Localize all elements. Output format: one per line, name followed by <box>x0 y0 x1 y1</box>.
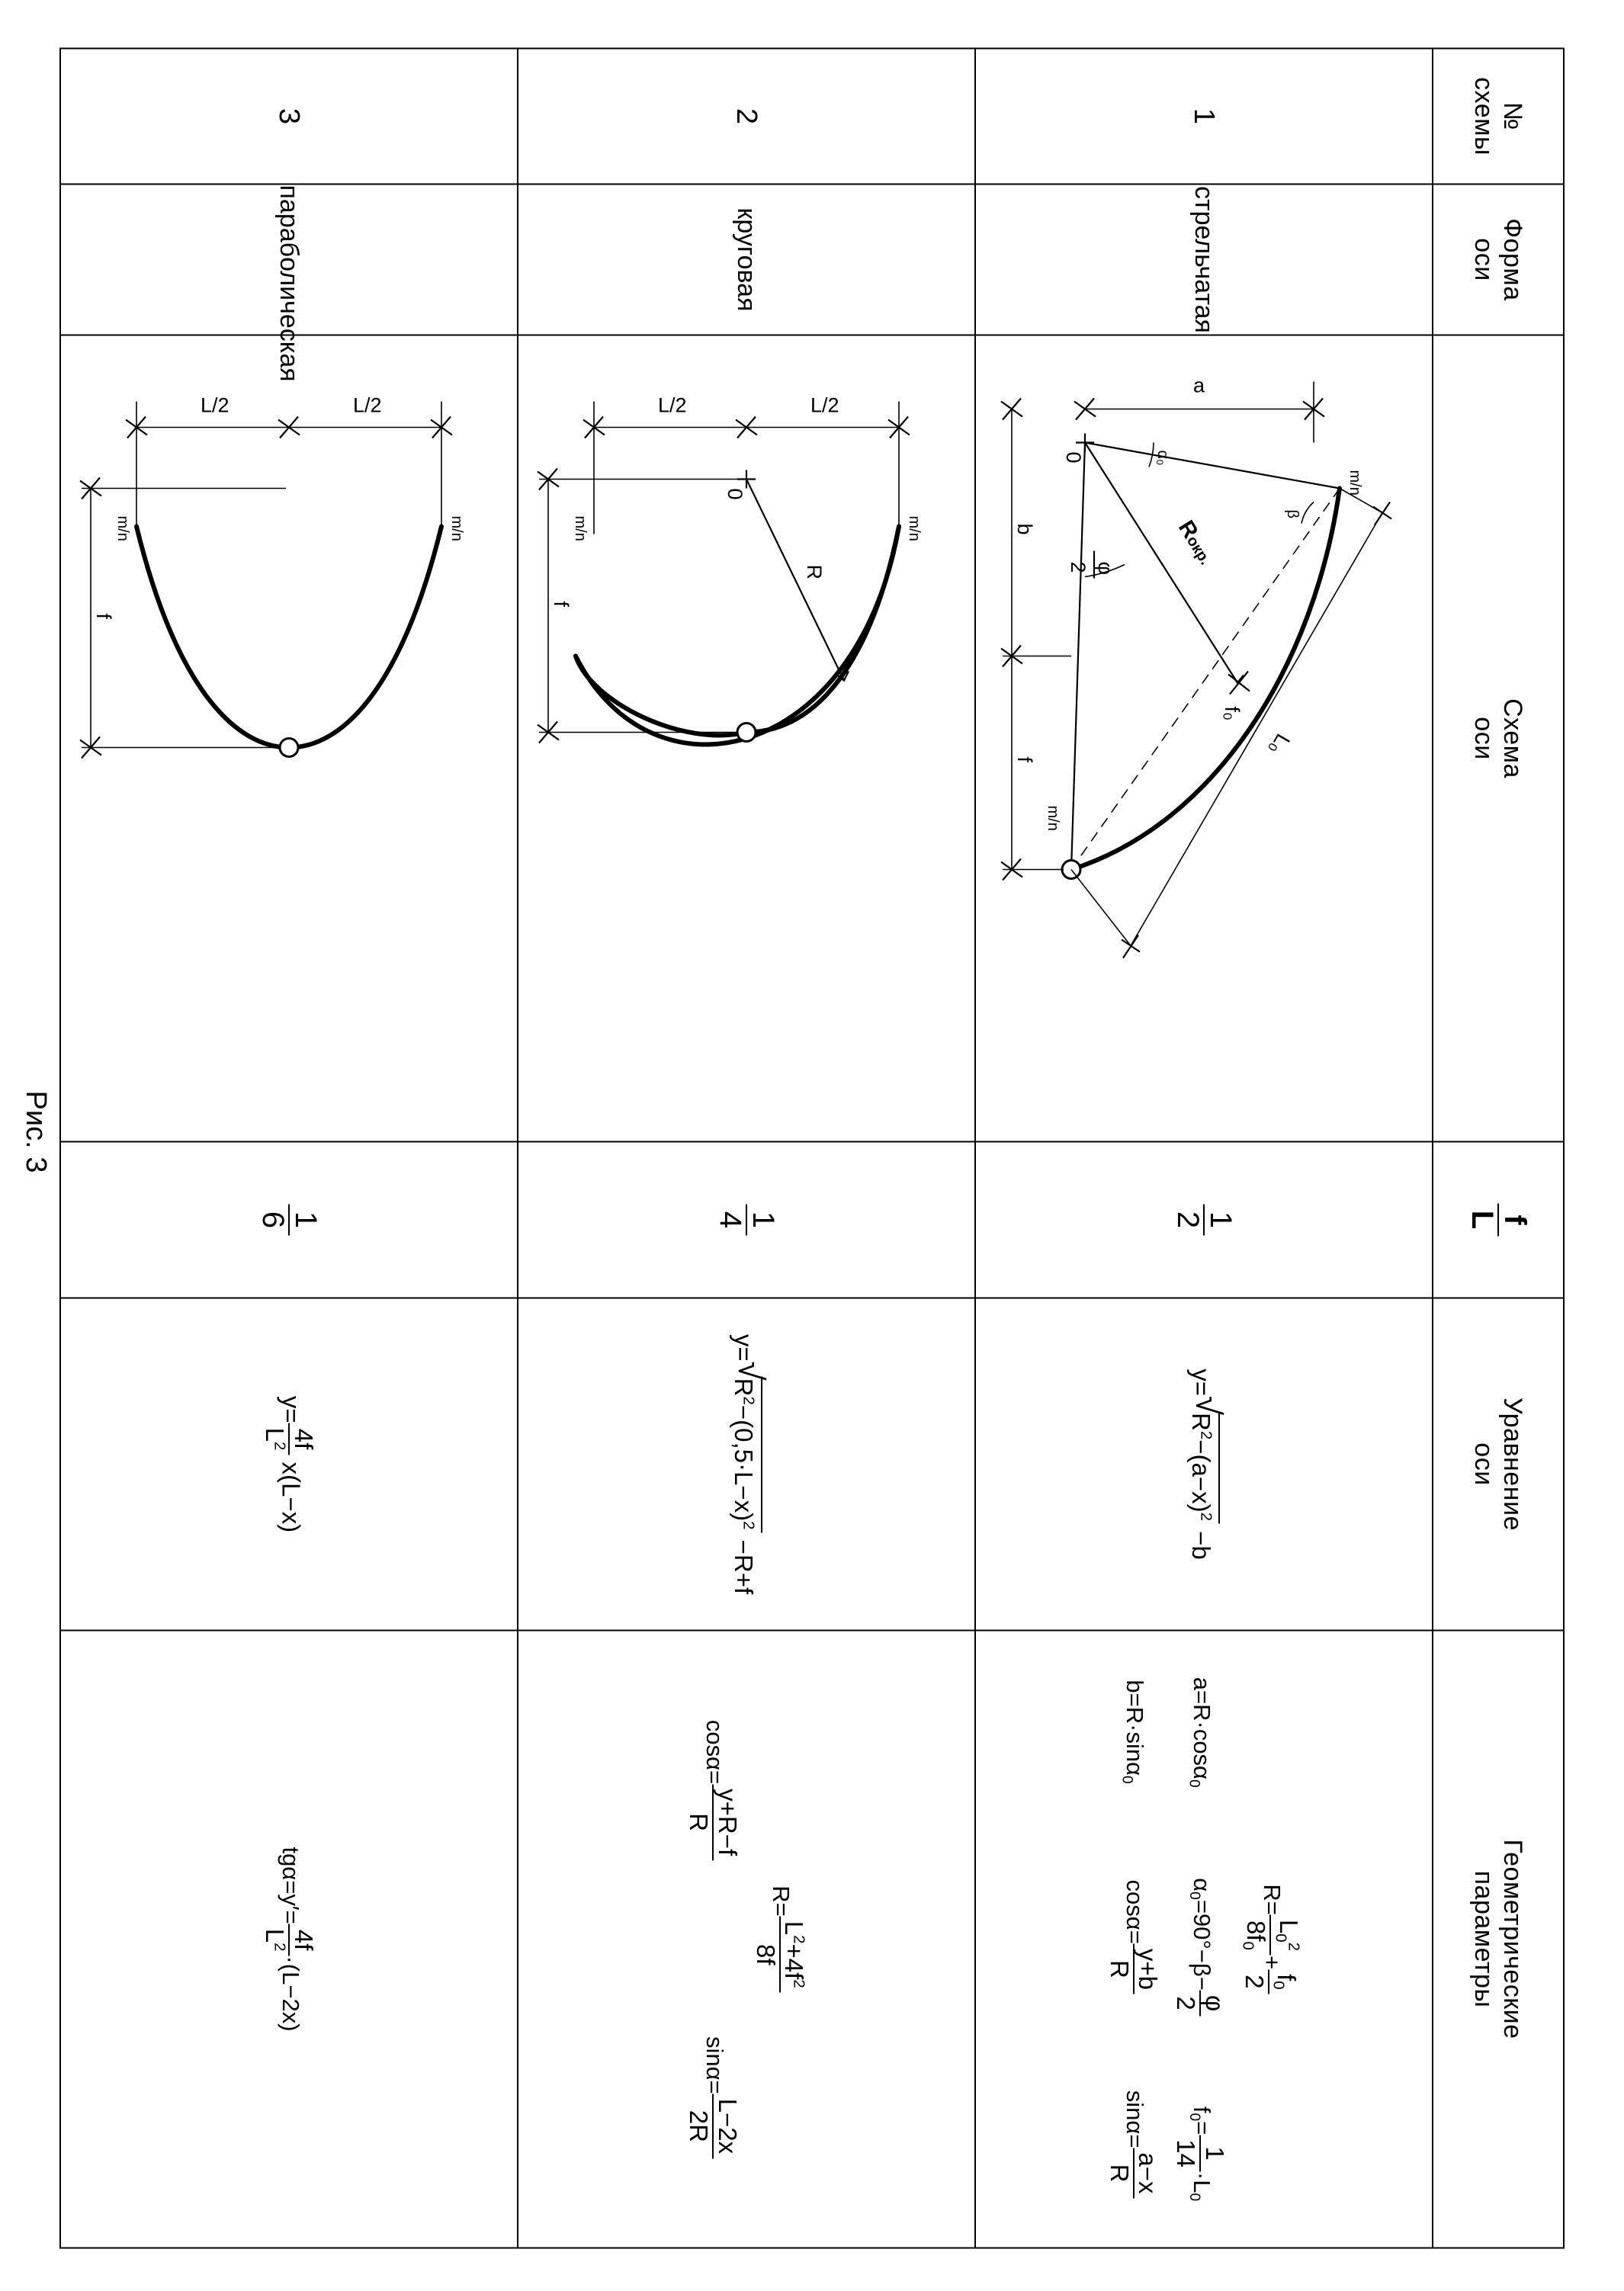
header-geometry-line1: Геометрические <box>1498 1839 1528 2039</box>
svg-text:L/2: L/2 <box>353 393 382 416</box>
row1-number: 1 <box>975 48 1433 184</box>
header-number-line2: схемы <box>1469 76 1498 156</box>
header-number <box>1433 48 1564 184</box>
table-header-row <box>1433 48 1564 2248</box>
svg-text:R: R <box>803 564 826 579</box>
row1-ratio-fraction <box>1172 1204 1236 1234</box>
scheme-diagram-parabolic <box>63 335 515 1136</box>
row1-ratio-num: 1 <box>1203 1211 1237 1228</box>
svg-text:f: f <box>550 601 573 607</box>
row3-ratio-num: 1 <box>288 1211 323 1228</box>
row1-geometry <box>975 1630 1433 2248</box>
row1-equation <box>975 1298 1433 1630</box>
row2-ratio-fraction <box>714 1204 778 1234</box>
svg-text:L/2: L/2 <box>810 393 839 416</box>
header-scheme-line2: оси <box>1469 716 1498 760</box>
row1-form: стрельчатая <box>975 184 1433 335</box>
header-geometry <box>1433 1630 1564 2248</box>
svg-text:L₀: L₀ <box>1264 730 1295 759</box>
row3-ratio-fraction <box>257 1204 321 1234</box>
row1-ratio-den: 2 <box>1172 1204 1205 1234</box>
header-ratio-fraction <box>1466 1203 1530 1235</box>
svg-text:0: 0 <box>724 488 746 500</box>
svg-text:Rокр.: Rокр. <box>1173 515 1214 568</box>
row2-geometry-formulas: R= $L^2+4f^2$ 8f cosα= y+R−f R sinα= L−2x 2R <box>686 1631 807 2247</box>
svg-text:m/n: m/n <box>906 515 923 541</box>
svg-text:β: β <box>1284 509 1301 518</box>
row2-form: круговая <box>518 184 975 335</box>
row2-equation <box>518 1298 975 1630</box>
header-equation-line1: Уравнение <box>1498 1397 1528 1531</box>
header-geometry-line2: параметры <box>1469 1870 1498 2007</box>
row3-equation <box>60 1298 518 1630</box>
header-form <box>1433 184 1564 335</box>
row3-equation-formula: y= 4f $L^2$ x(L−x) <box>261 1395 318 1532</box>
schemes-table <box>59 47 1565 2248</box>
header-equation <box>1433 1298 1564 1630</box>
svg-text:f: f <box>1013 756 1036 762</box>
row2-ratio-den: 4 <box>714 1204 747 1234</box>
header-ratio <box>1433 1141 1564 1298</box>
row2-geometry <box>518 1630 975 2248</box>
svg-text:m/n: m/n <box>1045 805 1061 831</box>
row2-scheme <box>518 335 975 1141</box>
row3-scheme <box>60 335 518 1141</box>
scheme-diagram-circular <box>521 335 972 1136</box>
header-equation-line2: оси <box>1469 1442 1498 1486</box>
header-ratio-num: f <box>1497 1214 1532 1225</box>
header-scheme <box>1433 335 1564 1141</box>
row3-form: параболическая <box>60 184 518 335</box>
row3-number: 3 <box>60 48 518 184</box>
header-form-line1: Форма <box>1498 217 1528 301</box>
row3-ratio-den: 6 <box>257 1204 290 1234</box>
svg-text:2: 2 <box>1067 561 1090 573</box>
row1-geometry-formulas: R= $L_0^2$ $8f_0$ + $f_0$ 2 a=R·cosα$_0$ $\alpha_0=90^\circ-\beta-$ φ 2 $f_0=$ 1 14 $\cdot L_0$ b=R·sinα$_0$ cosα= y+b R sinα= a−x R <box>1105 1677 1303 2201</box>
svg-text:α₀: α₀ <box>1154 450 1171 465</box>
svg-text:m/n: m/n <box>114 515 131 541</box>
svg-text:f₀: f₀ <box>1221 706 1244 720</box>
svg-text:m/n: m/n <box>1346 470 1363 496</box>
figure-caption: Рис. 3 <box>20 1090 52 1173</box>
svg-text:φ: φ <box>1094 561 1117 575</box>
row2-ratio-num: 1 <box>746 1211 780 1228</box>
row3-geometry <box>60 1630 518 2248</box>
svg-text:L/2: L/2 <box>201 393 229 416</box>
svg-text:m/n: m/n <box>572 515 589 541</box>
row1-equation-formula: y=√ $R^2-(a-x)^2 -b$ <box>1186 1298 1222 1629</box>
header-form-line2: оси <box>1469 237 1498 281</box>
table-row <box>518 48 975 2248</box>
row2-ratio <box>518 1141 975 1298</box>
svg-text:m/n: m/n <box>448 515 465 541</box>
scheme-diagram-pointed <box>978 335 1430 1136</box>
svg-text:L/2: L/2 <box>658 393 687 416</box>
row3-ratio <box>60 1141 518 1298</box>
table-row <box>60 48 518 2248</box>
svg-text:b: b <box>1013 523 1036 535</box>
row1-ratio <box>975 1141 1433 1298</box>
row2-equation-formula: y=√ $R^2-(0,5\cdot L-x)^2 -R+f$ <box>728 1298 765 1629</box>
table-row <box>975 48 1433 2248</box>
header-scheme-line1: Схема <box>1498 698 1528 778</box>
row1-scheme <box>975 335 1433 1141</box>
svg-text:f: f <box>92 613 115 619</box>
svg-text:0: 0 <box>1062 451 1085 464</box>
row3-geometry-formulas: tgα=y′= 4f $L^2$ ·(L−2x) <box>261 1846 318 2032</box>
header-number-line1: № <box>1498 101 1528 130</box>
svg-text:a: a <box>1193 374 1205 396</box>
header-ratio-den: L <box>1466 1203 1499 1235</box>
row2-number: 2 <box>518 48 975 184</box>
